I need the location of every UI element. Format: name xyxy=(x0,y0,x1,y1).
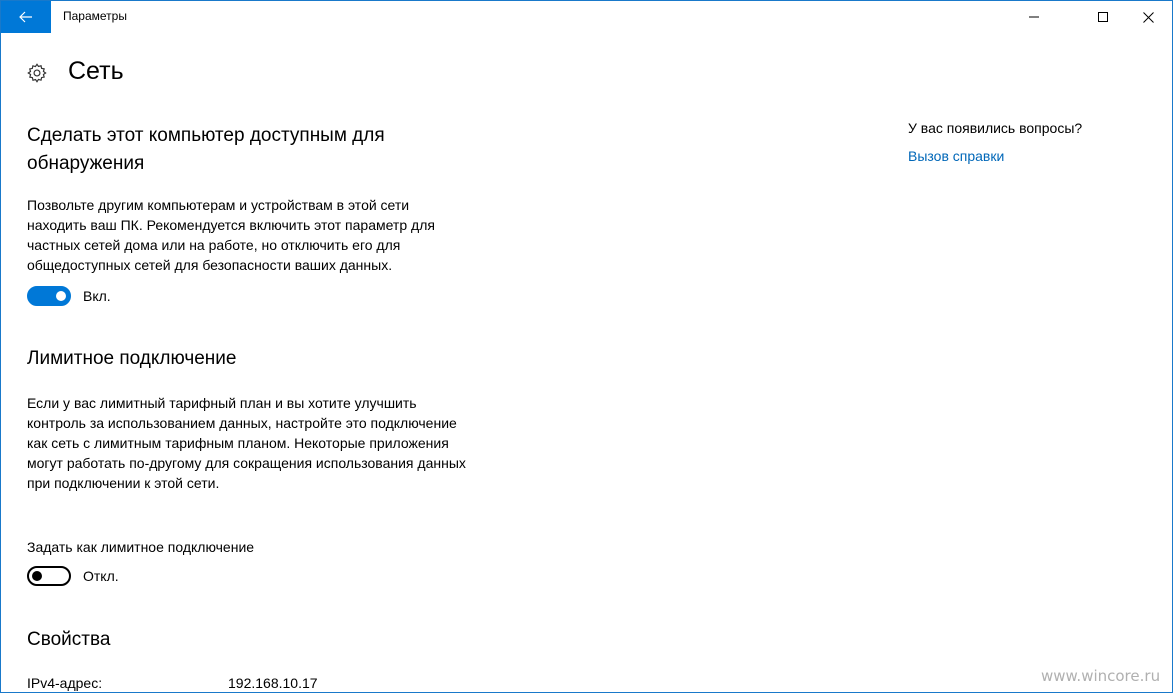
help-question: У вас появились вопросы? xyxy=(908,120,1083,136)
discovery-description: Позвольте другим компьютерам и устройствам в этой сети находить ваш ПК. Рекомендуется включить этот параметр для частных сетей дома или на работе, но отключить его для общедоступных сетей для безопасности ваших данных. xyxy=(27,197,435,273)
ipv4-label: IPv4-адрес: xyxy=(27,675,103,691)
metered-toggle-label: Откл. xyxy=(83,568,119,584)
watermark: www.wincore.ru xyxy=(1041,667,1161,685)
metered-setting-label: Задать как лимитное подключение xyxy=(27,539,255,555)
discovery-toggle[interactable] xyxy=(27,286,71,306)
discovery-heading: Сделать этот компьютер доступным для обнаружения xyxy=(27,125,385,174)
app-title: Параметры xyxy=(63,9,127,23)
metered-description: Если у вас лимитный тарифный план и вы хотите улучшить контроль за использованием данных, настройте это подключение как сеть с лимитным тарифным планом. Некоторые приложения могут работать по-другому для сокращения использования данных при подключении к этой сети. xyxy=(27,395,466,491)
minimize-icon xyxy=(1029,12,1039,22)
back-button[interactable] xyxy=(1,1,51,33)
toggle-knob xyxy=(32,571,42,581)
gear-icon xyxy=(26,62,48,84)
minimize-button[interactable] xyxy=(1011,1,1057,33)
close-icon xyxy=(1143,12,1154,23)
maximize-button[interactable] xyxy=(1080,1,1126,33)
toggle-knob xyxy=(56,291,66,301)
properties-heading: Свойства xyxy=(27,629,111,650)
ipv4-value: 192.168.10.17 xyxy=(228,675,318,691)
get-help-link[interactable]: Вызов справки xyxy=(908,148,1005,164)
arrow-left-icon xyxy=(19,11,33,23)
page-title: Сеть xyxy=(68,57,124,85)
discovery-toggle-label: Вкл. xyxy=(83,288,111,304)
close-button[interactable] xyxy=(1125,1,1171,33)
maximize-icon xyxy=(1098,12,1108,22)
title-bar xyxy=(1,1,1172,33)
metered-toggle[interactable] xyxy=(27,566,71,586)
metered-heading: Лимитное подключение xyxy=(27,348,237,369)
